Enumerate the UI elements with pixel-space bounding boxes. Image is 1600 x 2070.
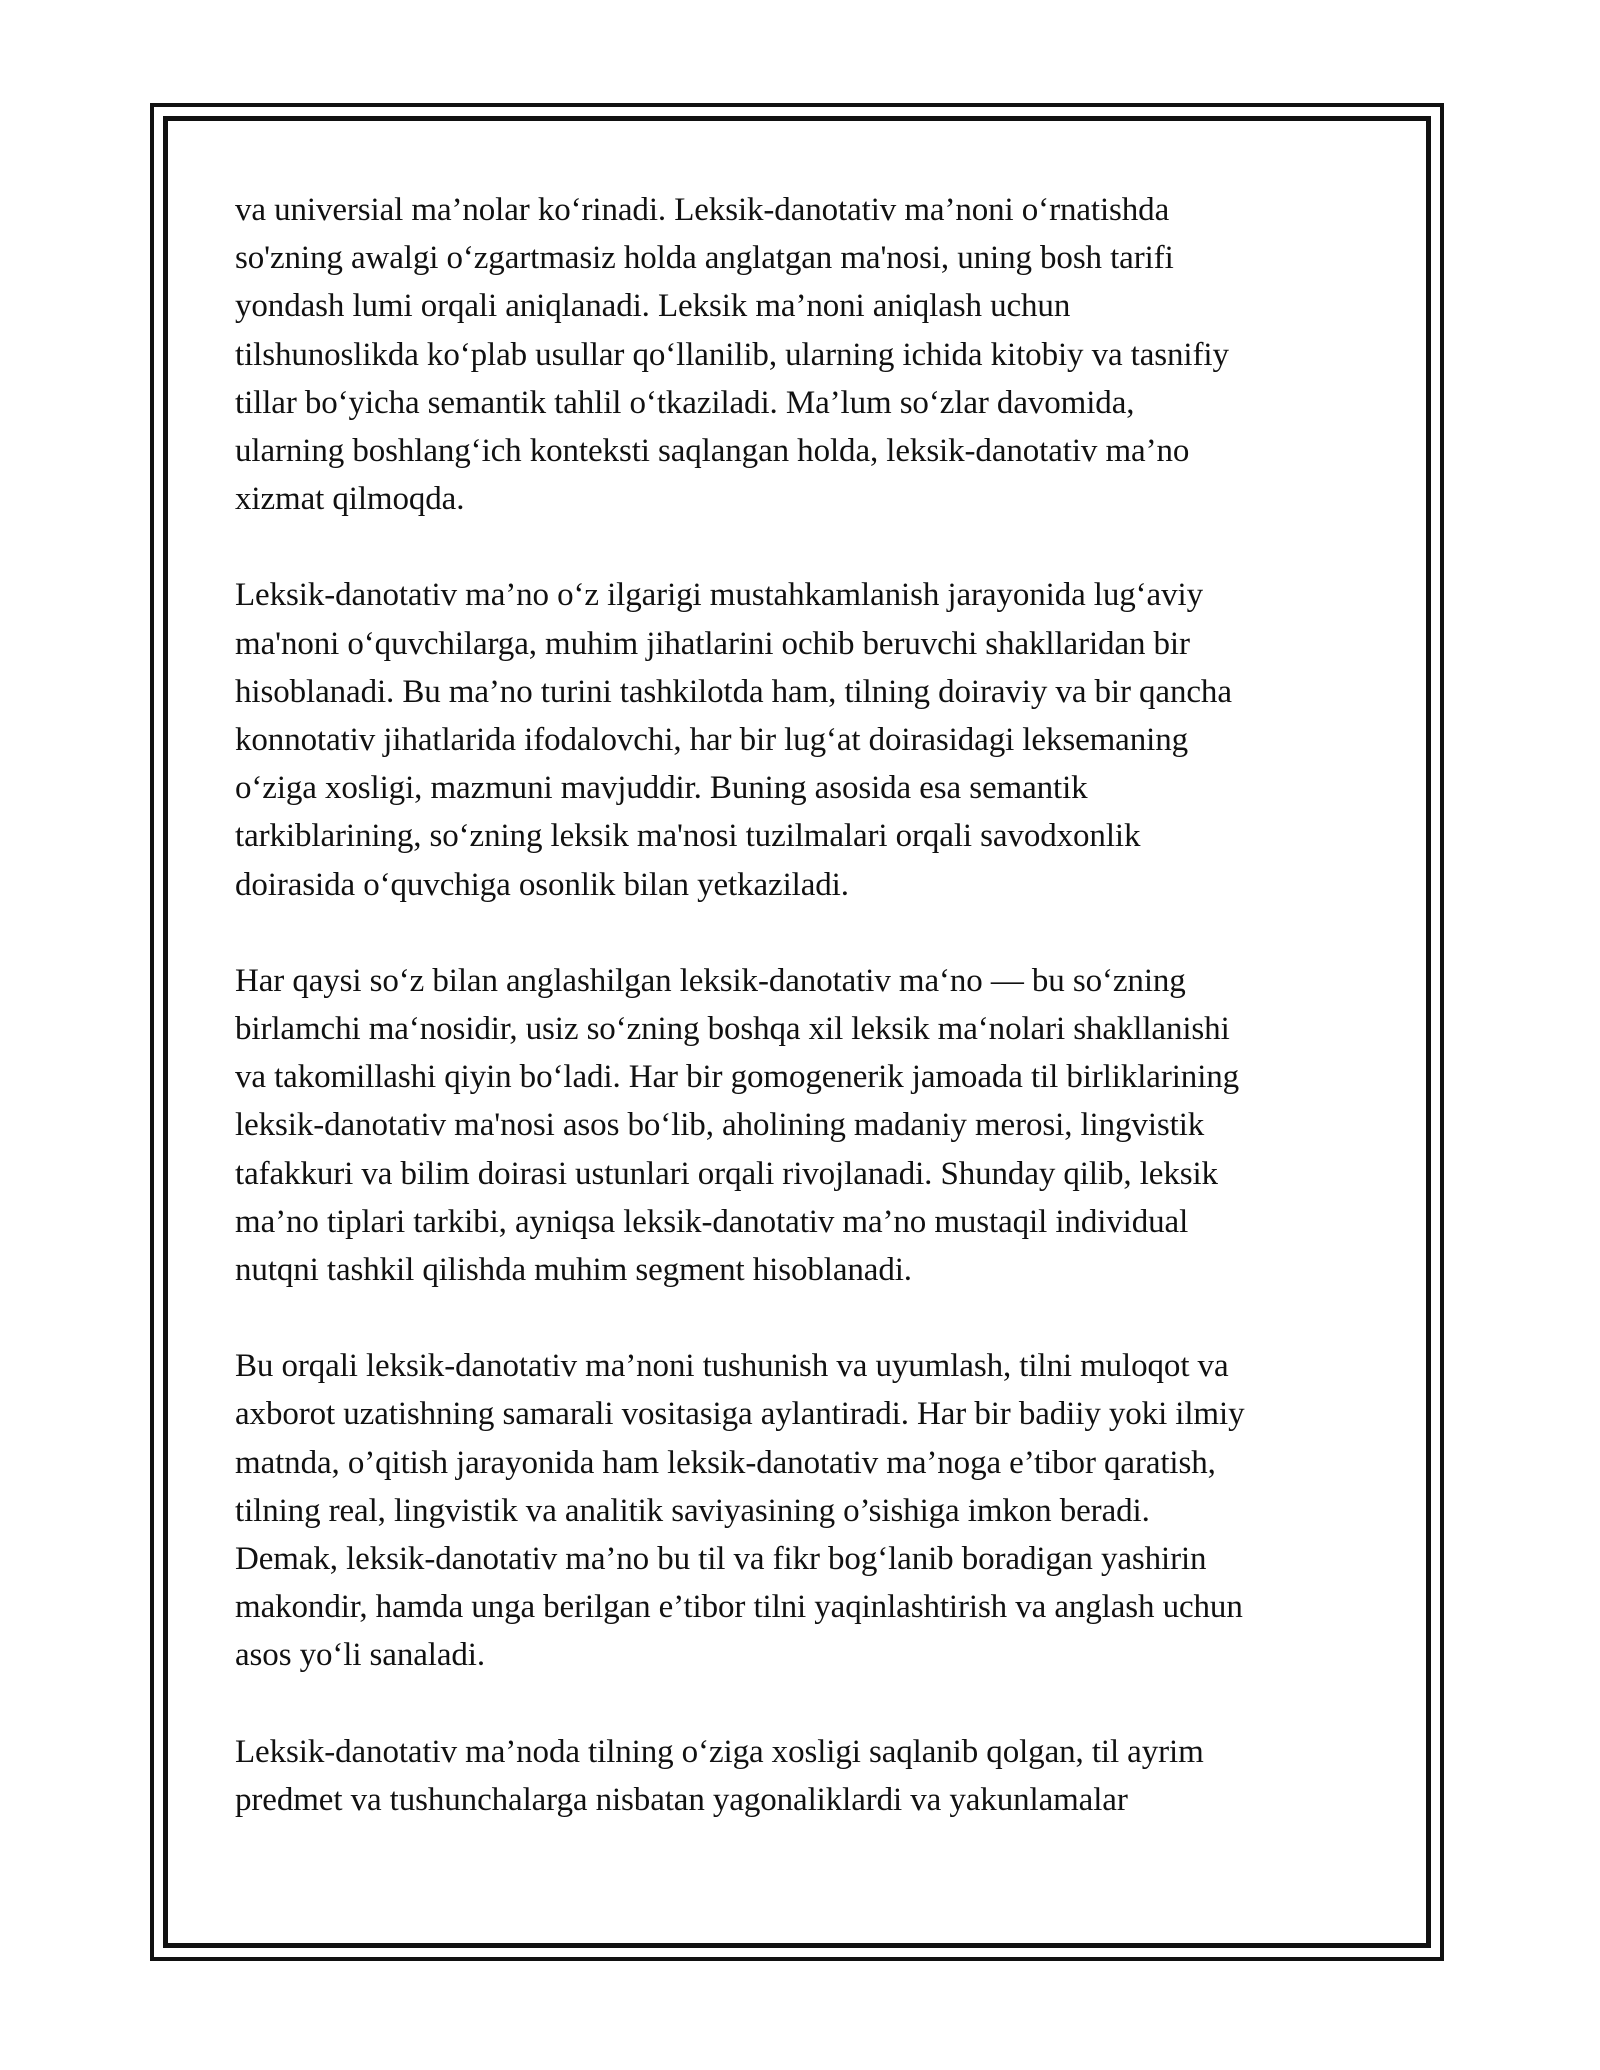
text-line: tafakkuri va bilim doirasi ustunlari orqali rivojlanadi. Shunday qilib, leksik xyxy=(235,1155,1218,1192)
text-line: makondir, hamda unga berilgan e’tibor tilni yaqinlashtirish va anglash uchun xyxy=(235,1589,1243,1626)
text-line: birlamchi ma‘nosidir, usiz so‘zning boshqa xil leksik ma‘nolari shakllanishi xyxy=(235,1011,1230,1048)
text-line: Leksik-danotativ ma’no o‘z ilgarigi mustahkamlanish jarayonida lug‘aviy xyxy=(235,577,1203,614)
text-line: hisoblanadi. Bu ma’no turini tashkilotda ham, tilning doiraviy va bir qancha xyxy=(235,673,1232,710)
text-line: yondash lumi orqali aniqlanadi. Leksik ma’noni aniqlash uchun xyxy=(235,288,1071,325)
paragraph xyxy=(235,186,1370,523)
text-line: asos yo‘li sanaladi. xyxy=(235,1637,486,1674)
text-line: matnda, o’qitish jarayonida ham leksik-danotativ ma’noga e’tibor qaratish, xyxy=(235,1444,1216,1481)
text-line: Leksik-danotativ ma’noda tilning o‘ziga xosligi saqlanib qolgan, til ayrim xyxy=(235,1733,1204,1770)
text-line: Har qaysi so‘z bilan anglashilgan leksik-danotativ ma‘no — bu so‘zning xyxy=(235,962,1186,999)
paragraph xyxy=(235,1728,1370,1824)
text-line: konnotativ jihatlarida ifodalovchi, har bir lug‘at doirasidagi leksemaning xyxy=(235,722,1189,759)
paragraph xyxy=(235,957,1370,1294)
text-line: va takomillashi qiyin bo‘ladi. Har bir gomogenerik jamoada til birliklarining xyxy=(235,1059,1240,1096)
text-line: tilshunoslikda ko‘plab usullar qo‘llanilib, ularning ichida kitobiy va tasnifiy xyxy=(235,336,1229,373)
text-line: tilning real, lingvistik va analitik saviyasining o’sishiga imkon beradi. xyxy=(235,1492,1150,1529)
text-line: o‘ziga xosligi, mazmuni mavjuddir. Buning asosida esa semantik xyxy=(235,770,1088,807)
text-line: tarkiblarining, so‘zning leksik ma'nosi tuzilmalari orqali savodxonlik xyxy=(235,818,1141,855)
text-line: ma'noni o‘quvchilarga, muhim jihatlarini ochib beruvchi shakllaridan bir xyxy=(235,625,1190,662)
text-line: leksik-danotativ ma'nosi asos bo‘lib, aholining madaniy merosi, lingvistik xyxy=(235,1107,1205,1144)
text-line: xizmat qilmoqda. xyxy=(235,481,465,518)
text-line: so'zning awalgi o‘zgartmasiz holda anglatgan ma'nosi, uning bosh tarifi xyxy=(235,240,1174,277)
text-line: doirasida o‘quvchiga osonlik bilan yetkaziladi. xyxy=(235,866,849,903)
text-line: va universial ma’nolar ko‘rinadi. Leksik-danotativ ma’noni o‘rnatishda xyxy=(235,192,1170,228)
paragraph xyxy=(235,571,1370,908)
text-line: ularning boshlang‘ich konteksti saqlangan holda, leksik-danotativ ma’no xyxy=(235,433,1190,470)
text-line: Demak, leksik-danotativ ma’no bu til va fikr bog‘lanib boradigan yashirin xyxy=(235,1541,1207,1578)
paragraph xyxy=(235,1342,1370,1679)
text-line: axborot uzatishning samarali vositasiga aylantiradi. Har bir badiiy yoki ilmiy xyxy=(235,1396,1245,1433)
text-line: predmet va tushunchalarga nisbatan yagonaliklardi va yakunlamalar xyxy=(235,1781,1128,1818)
text-line: ma’no tiplari tarkibi, ayniqsa leksik-danotativ ma’no mustaqil individual xyxy=(235,1203,1189,1240)
text-line: tillar bo‘yicha semantik tahlil o‘tkaziladi. Ma’lum so‘zlar davomida, xyxy=(235,384,1135,421)
text-line: Bu orqali leksik-danotativ ma’noni tushunish va uyumlash, tilni muloqot va xyxy=(235,1348,1229,1385)
text-line: nutqni tashkil qilishda muhim segment hisoblanadi. xyxy=(235,1252,912,1289)
document-body xyxy=(235,186,1370,1872)
